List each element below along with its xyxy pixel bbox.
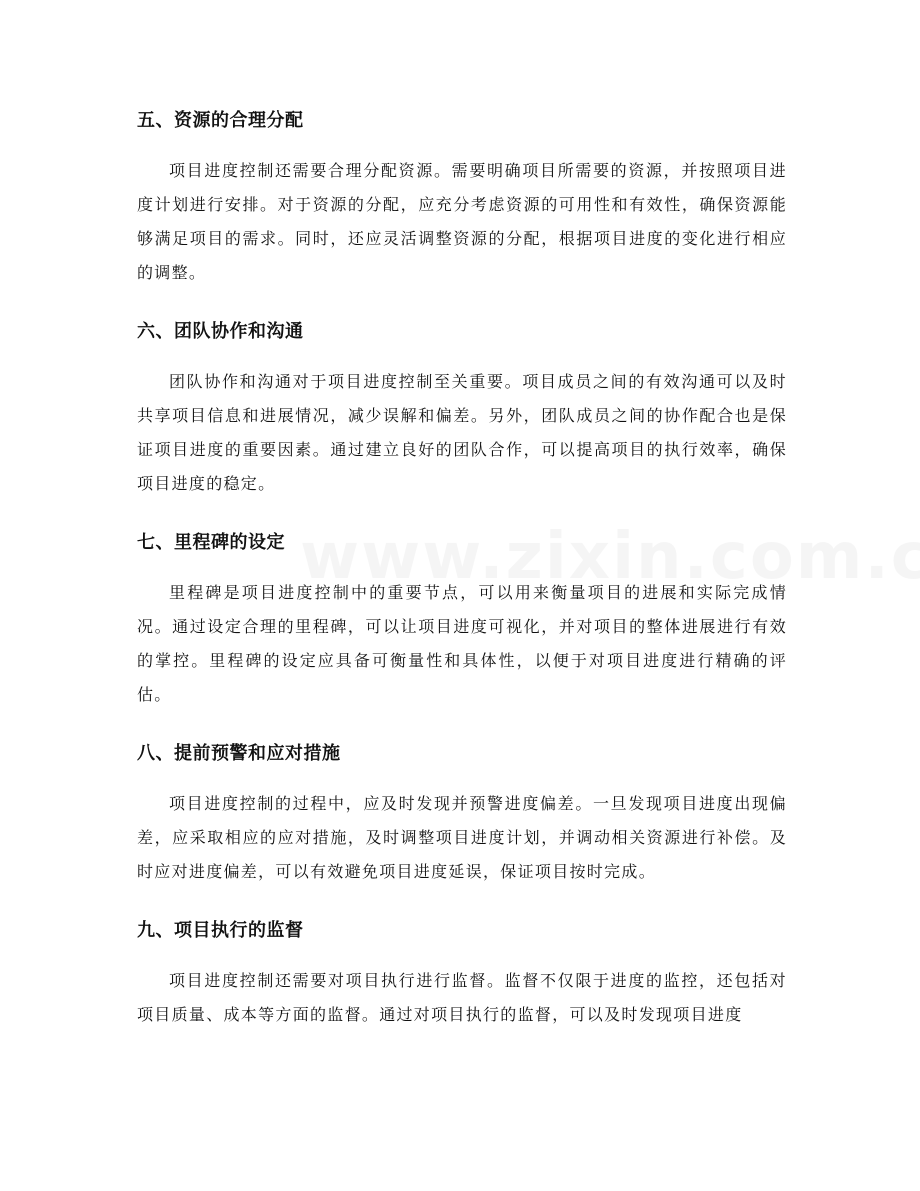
section-paragraph: 里程碑是项目进度控制中的重要节点，可以用来衡量项目的进展和实际完成情况。通过设定合理的里程碑，可以让项目进度可视化，并对项目的整体进展进行有效的掌控。里程碑的设定应具备可衡量性和具体性，以便于对项目进度进行精确的评估。 <box>137 583 787 704</box>
section-paragraph: 团队协作和沟通对于项目进度控制至关重要。项目成员之间的有效沟通可以及时共享项目信息和进展情况，减少误解和偏差。另外，团队成员之间的协作配合也是保证项目进度的重要因素。通过建立良好的团队合作，可以提高项目的执行效率，确保项目进度的稳定。 <box>137 372 787 493</box>
section-paragraph: 项目进度控制还需要合理分配资源。需要明确项目所需要的资源，并按照项目进度计划进行安排。对于资源的分配，应充分考虑资源的可用性和有效性，确保资源能够满足项目的需求。同时，还应灵活调整资源的分配，根据项目进度的变化进行相应的调整。 <box>137 161 787 282</box>
section-team-collaboration <box>137 317 787 501</box>
section-heading: 八、提前预警和应对措施 <box>137 743 341 764</box>
section-heading: 五、资源的合理分配 <box>137 110 304 131</box>
section-resource-allocation <box>137 106 787 290</box>
document-content <box>137 106 787 1032</box>
section-heading: 六、团队协作和沟通 <box>137 321 304 342</box>
section-paragraph: 项目进度控制还需要对项目执行进行监督。监督不仅限于进度的监控，还包括对项目质量、成本等方面的监督。通过对项目执行的监督，可以及时发现项目进度 <box>137 971 787 1024</box>
section-paragraph: 项目进度控制的过程中，应及时发现并预警进度偏差。一旦发现项目进度出现偏差，应采取相应的应对措施，及时调整项目进度计划，并调动相关资源进行补偿。及时应对进度偏差，可以有效避免项目进度延误，保证项目按时完成。 <box>137 794 787 881</box>
section-early-warning <box>137 739 787 889</box>
section-heading: 七、里程碑的设定 <box>137 532 285 553</box>
section-execution-supervision <box>137 916 787 1032</box>
section-heading: 九、项目执行的监督 <box>137 920 304 941</box>
section-milestones <box>137 528 787 712</box>
